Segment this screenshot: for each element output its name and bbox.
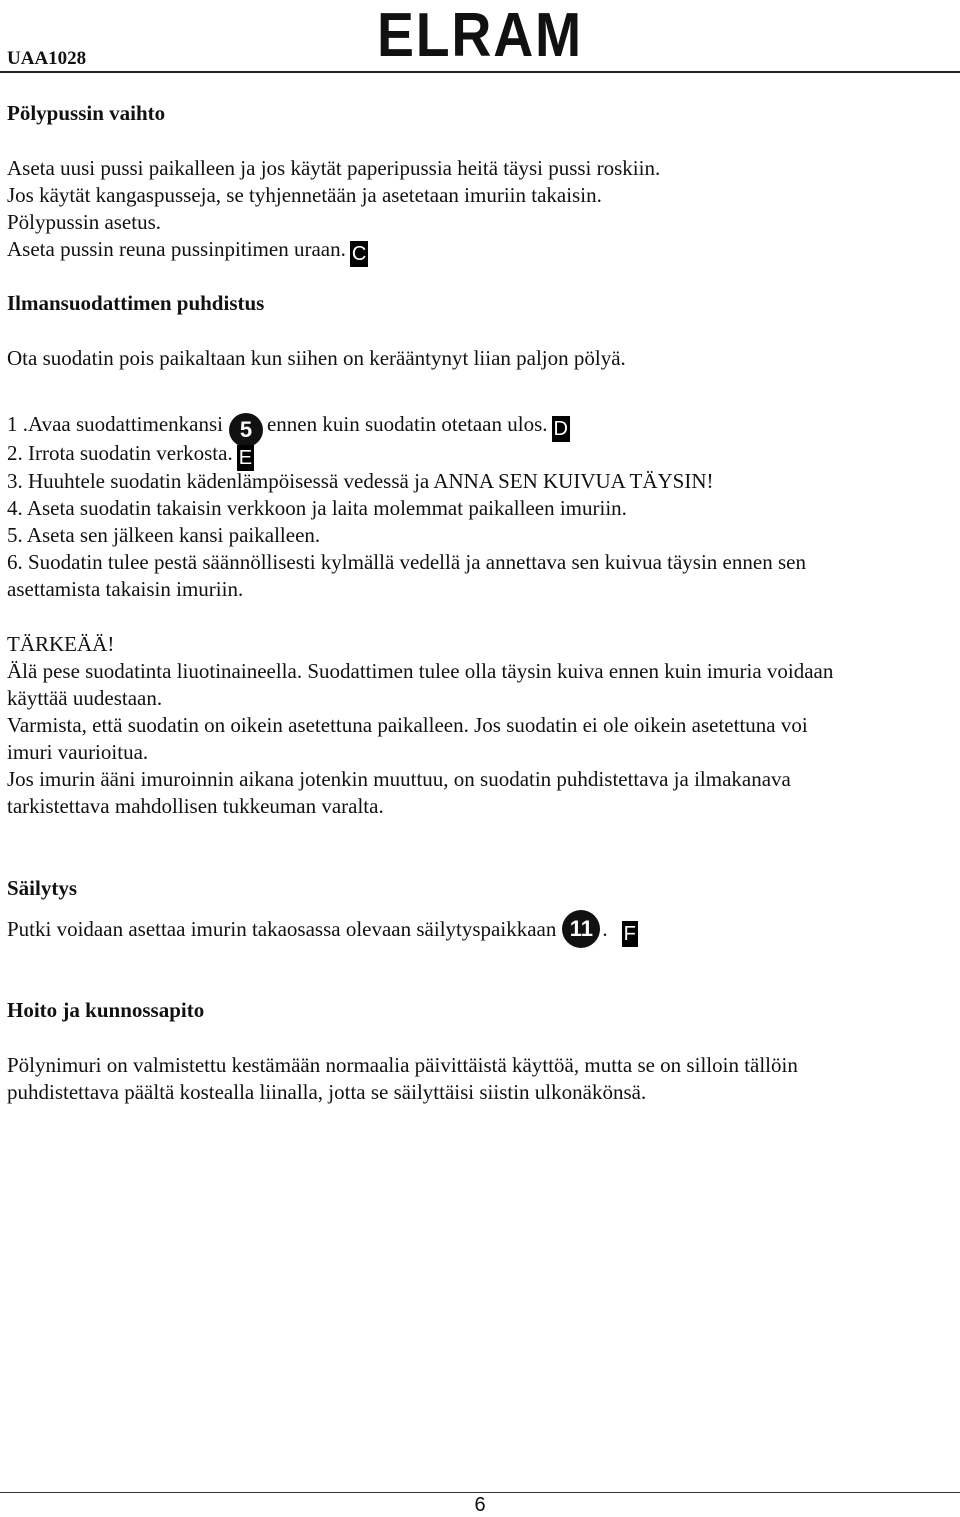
part-number-icon: 5 (229, 413, 263, 447)
text-content: Aseta pussin reuna pussinpitimen uraan. (7, 237, 346, 261)
text-content: 1 .Avaa suodattimenkansi (7, 412, 223, 436)
figure-ref-badge: E (238, 447, 253, 469)
brand-logo (375, 6, 585, 60)
svg-text:ELRAM: ELRAM (377, 6, 583, 60)
text-line: käyttää uudestaan. (7, 686, 163, 710)
step-6-cont: asettamista takaisin imuriin. (7, 577, 244, 601)
text-line: Pölypussin asetus. (7, 210, 162, 234)
text-line: Jos imurin ääni imuroinnin aikana jotenkin muuttuu, on suodatin puhdistettava ja ilmakanava (7, 767, 791, 791)
step-3: 3. Huuhtele suodatin kädenlämpöisessä vedessä ja ANNA SEN KUIVUA TÄYSIN! (7, 469, 714, 493)
text-line: puhdistettava päältä kostealla liinalla, jotta se säilyttäisi siistin ulkonäkönsä. (7, 1080, 647, 1104)
text-line (7, 236, 368, 267)
figure-ref-badge: F (623, 923, 636, 945)
model-number: UAA1028 (7, 48, 87, 69)
part-number-icon: 11 (562, 910, 600, 948)
step-2 (7, 440, 254, 471)
text-line: Älä pese suodatinta liuotinaineella. Suodattimen tulee olla täysin kuiva ennen kuin imuria voidaan (7, 659, 834, 683)
header-divider (0, 71, 960, 73)
text-content: 2. Irrota suodatin verkosta. (7, 441, 233, 465)
step-4: 4. Aseta suodatin takaisin verkkoon ja laita molemmat paikalleen imuriin. (7, 496, 627, 520)
text-line: Pölynimuri on valmistettu kestämään normaalia päivittäistä käyttöä, mutta se on silloin tällöin (7, 1053, 798, 1077)
section-title-dustbag: Pölypussin vaihto (7, 101, 166, 125)
text-content: Putki voidaan asettaa imurin takaosassa olevaan säilytyspaikkaan (7, 917, 557, 941)
text-line: Jos käytät kangaspusseja, se tyhjennetään ja asetetaan imuriin takaisin. (7, 183, 602, 207)
step-5: 5. Aseta sen jälkeen kansi paikalleen. (7, 523, 321, 547)
figure-ref-badge: D (553, 418, 568, 440)
text-line: tarkistettava mahdollisen tukkeuman varalta. (7, 794, 384, 818)
section-title-filter: Ilmansuodattimen puhdistus (7, 291, 265, 315)
text-line (7, 910, 638, 948)
section-title-care: Hoito ja kunnossapito (7, 998, 205, 1022)
page-number: 6 (474, 1494, 486, 1516)
text-line: Varmista, että suodatin on oikein asetettuna paikalleen. Jos suodatin ei ole oikein asetettuna voi (7, 713, 808, 737)
step-6: 6. Suodatin tulee pestä säännöllisesti kylmällä vedellä ja annettava sen kuivua täysin ennen sen (7, 550, 806, 574)
footer-divider (0, 1492, 960, 1493)
important-title: TÄRKEÄÄ! (7, 632, 115, 656)
text-content: ennen kuin suodatin otetaan ulos. (266, 412, 548, 436)
text-line: imuri vaurioitua. (7, 740, 149, 764)
text-line: Aseta uusi pussi paikalleen ja jos käytät paperipussia heitä täysi pussi roskiin. (7, 156, 661, 180)
text-line: Ota suodatin pois paikaltaan kun siihen on kerääntynyt liian paljon pölyä. (7, 346, 626, 370)
figure-ref-badge: C (351, 243, 367, 265)
section-title-storage: Säilytys (7, 876, 78, 900)
text-content: . (602, 917, 608, 941)
